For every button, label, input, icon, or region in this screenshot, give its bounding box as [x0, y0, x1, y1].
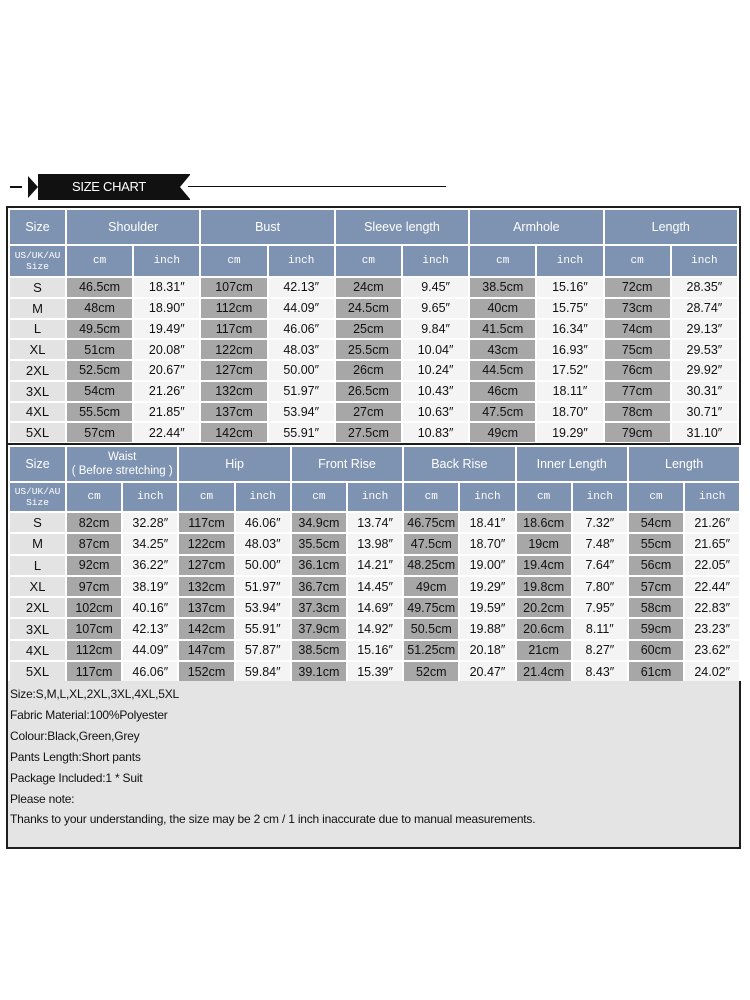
value-cell: 10.83″	[402, 422, 469, 443]
size-cell: 2XL	[9, 597, 66, 618]
column-header: Inner Length	[516, 446, 628, 482]
column-header: Front Rise	[291, 446, 403, 482]
value-cell: 32.28″	[122, 512, 178, 533]
value-cell: 18.6cm	[516, 512, 572, 533]
value-cell: 22.44″	[684, 576, 740, 597]
value-cell: 15.16″	[536, 277, 603, 298]
value-cell: 53.94″	[268, 402, 335, 423]
value-cell: 19.8cm	[516, 576, 572, 597]
value-cell: 117cm	[66, 661, 122, 682]
info-sizes: Size:S,M,L,XL,2XL,3XL,4XL,5XL	[10, 687, 179, 701]
value-cell: 137cm	[178, 597, 234, 618]
table-row	[9, 576, 740, 597]
value-cell: 59cm	[628, 618, 684, 639]
value-cell: 38.5cm	[469, 277, 536, 298]
value-cell: 54cm	[628, 512, 684, 533]
value-cell: 30.31″	[671, 381, 738, 402]
size-cell: 5XL	[9, 422, 66, 443]
value-cell: 74cm	[604, 319, 671, 340]
value-cell: 8.43″	[572, 661, 628, 682]
value-cell: 14.45″	[347, 576, 403, 597]
value-cell: 54cm	[66, 381, 133, 402]
value-cell: 57cm	[628, 576, 684, 597]
value-cell: 47.5cm	[403, 533, 459, 554]
value-cell: 27cm	[335, 402, 402, 423]
info-package: Package Included:1 * Suit	[10, 770, 143, 785]
size-region-label: US/UK/AU	[14, 250, 61, 261]
value-cell: 82cm	[66, 512, 122, 533]
header-row	[9, 209, 738, 245]
value-cell: 26.5cm	[335, 381, 402, 402]
value-cell: 53.94″	[235, 597, 291, 618]
value-cell: 117cm	[178, 512, 234, 533]
value-cell: 78cm	[604, 402, 671, 423]
value-cell: 21.26″	[684, 512, 740, 533]
unit-header: cm	[469, 245, 536, 277]
value-cell: 34.9cm	[291, 512, 347, 533]
column-header: Armhole	[469, 209, 603, 245]
value-cell: 48cm	[66, 298, 133, 319]
title-notch-right	[180, 175, 190, 199]
table-row	[9, 661, 740, 682]
unit-header: inch	[536, 245, 603, 277]
table-row	[9, 277, 738, 298]
value-cell: 19.49″	[133, 319, 200, 340]
value-cell: 9.65″	[402, 298, 469, 319]
unit-header: cm	[628, 482, 684, 512]
value-cell: 46cm	[469, 381, 536, 402]
value-cell: 36.1cm	[291, 555, 347, 576]
size-cell: 2XL	[9, 360, 66, 381]
title-dash	[10, 186, 22, 188]
value-cell: 21cm	[516, 640, 572, 661]
value-cell: 107cm	[66, 618, 122, 639]
waist-label: Waist	[108, 451, 137, 463]
value-cell: 46.06″	[268, 319, 335, 340]
value-cell: 152cm	[178, 661, 234, 682]
unit-header: cm	[335, 245, 402, 277]
value-cell: 10.24″	[402, 360, 469, 381]
pants-size-table	[8, 445, 741, 683]
value-cell: 15.16″	[347, 640, 403, 661]
column-header: Length	[604, 209, 738, 245]
value-cell: 102cm	[66, 597, 122, 618]
value-cell: 59.84″	[235, 661, 291, 682]
value-cell: 7.95″	[572, 597, 628, 618]
value-cell: 49.5cm	[66, 319, 133, 340]
value-cell: 13.74″	[347, 512, 403, 533]
value-cell: 21.4cm	[516, 661, 572, 682]
info-fabric: Fabric Material:100%Polyester	[10, 707, 168, 722]
size-subheader	[9, 245, 66, 277]
unit-header: inch	[235, 482, 291, 512]
size-label: Size	[26, 261, 49, 272]
value-cell: 25.5cm	[335, 339, 402, 360]
value-cell: 7.32″	[572, 512, 628, 533]
unit-header: inch	[347, 482, 403, 512]
value-cell: 19.88″	[459, 618, 515, 639]
value-cell: 16.93″	[536, 339, 603, 360]
value-cell: 21.26″	[133, 381, 200, 402]
value-cell: 77cm	[604, 381, 671, 402]
value-cell: 9.45″	[402, 277, 469, 298]
value-cell: 40.16″	[122, 597, 178, 618]
table-row	[9, 298, 738, 319]
value-cell: 8.11″	[572, 618, 628, 639]
value-cell: 18.41″	[459, 512, 515, 533]
value-cell: 24.02″	[684, 661, 740, 682]
size-chart-title-bar	[8, 170, 458, 204]
info-colour: Colour:Black,Green,Grey	[10, 728, 140, 743]
value-cell: 23.62″	[684, 640, 740, 661]
value-cell: 147cm	[178, 640, 234, 661]
value-cell: 29.53″	[671, 339, 738, 360]
value-cell: 44.5cm	[469, 360, 536, 381]
unit-header: cm	[66, 482, 122, 512]
unit-header: cm	[291, 482, 347, 512]
size-cell: S	[9, 512, 66, 533]
size-cell: 3XL	[9, 618, 66, 639]
value-cell: 18.70″	[536, 402, 603, 423]
value-cell: 37.9cm	[291, 618, 347, 639]
value-cell: 50.00″	[235, 555, 291, 576]
unit-header: cm	[403, 482, 459, 512]
size-cell: L	[9, 555, 66, 576]
value-cell: 57.87″	[235, 640, 291, 661]
value-cell: 58cm	[628, 597, 684, 618]
table-row	[9, 319, 738, 340]
value-cell: 21.85″	[133, 402, 200, 423]
value-cell: 46.06″	[235, 512, 291, 533]
info-note-heading: Please note:	[10, 791, 75, 806]
waist-note: ( Before stretching )	[71, 465, 173, 477]
value-cell: 117cm	[200, 319, 267, 340]
value-cell: 24.5cm	[335, 298, 402, 319]
value-cell: 34.25″	[122, 533, 178, 554]
value-cell: 28.74″	[671, 298, 738, 319]
value-cell: 76cm	[604, 360, 671, 381]
value-cell: 52cm	[403, 661, 459, 682]
value-cell: 15.39″	[347, 661, 403, 682]
value-cell: 142cm	[200, 422, 267, 443]
value-cell: 44.09″	[268, 298, 335, 319]
table-row	[9, 597, 740, 618]
table-row	[9, 360, 738, 381]
size-cell: XL	[9, 576, 66, 597]
column-header: Bust	[200, 209, 334, 245]
size-cell: L	[9, 319, 66, 340]
value-cell: 18.31″	[133, 277, 200, 298]
unit-row	[9, 245, 738, 277]
title-arrow-left	[28, 176, 38, 198]
table-row	[9, 402, 738, 423]
value-cell: 10.63″	[402, 402, 469, 423]
value-cell: 48.25cm	[403, 555, 459, 576]
value-cell: 55.91″	[235, 618, 291, 639]
product-info-panel	[6, 681, 741, 849]
value-cell: 49.75cm	[403, 597, 459, 618]
value-cell: 112cm	[66, 640, 122, 661]
unit-header: inch	[122, 482, 178, 512]
value-cell: 46.5cm	[66, 277, 133, 298]
value-cell: 22.05″	[684, 555, 740, 576]
value-cell: 40cm	[469, 298, 536, 319]
value-cell: 137cm	[200, 402, 267, 423]
value-cell: 75cm	[604, 339, 671, 360]
value-cell: 49cm	[403, 576, 459, 597]
value-cell: 23.23″	[684, 618, 740, 639]
value-cell: 30.71″	[671, 402, 738, 423]
size-cell: 4XL	[9, 640, 66, 661]
info-note-text: Thanks to your understanding, the size may be 2 cm / 1 inch inaccurate due to manual measurements.	[10, 812, 536, 827]
unit-header: inch	[402, 245, 469, 277]
value-cell: 87cm	[66, 533, 122, 554]
value-cell: 46.75cm	[403, 512, 459, 533]
top-size-table	[8, 208, 739, 444]
value-cell: 38.19″	[122, 576, 178, 597]
table-row	[9, 512, 740, 533]
value-cell: 19.29″	[459, 576, 515, 597]
value-cell: 20.2cm	[516, 597, 572, 618]
value-cell: 43cm	[469, 339, 536, 360]
value-cell: 20.6cm	[516, 618, 572, 639]
size-cell: M	[9, 533, 66, 554]
value-cell: 51cm	[66, 339, 133, 360]
value-cell: 9.84″	[402, 319, 469, 340]
value-cell: 35.5cm	[291, 533, 347, 554]
table-row	[9, 533, 740, 554]
size-header: Size	[9, 209, 66, 245]
size-region-label: US/UK/AU	[14, 486, 61, 497]
unit-header: inch	[459, 482, 515, 512]
value-cell: 48.03″	[235, 533, 291, 554]
value-cell: 122cm	[200, 339, 267, 360]
value-cell: 18.11″	[536, 381, 603, 402]
header-row	[9, 446, 740, 482]
value-cell: 20.47″	[459, 661, 515, 682]
table-row	[9, 422, 738, 443]
column-header	[66, 446, 178, 482]
value-cell: 31.10″	[671, 422, 738, 443]
value-cell: 42.13″	[268, 277, 335, 298]
value-cell: 13.98″	[347, 533, 403, 554]
value-cell: 10.43″	[402, 381, 469, 402]
value-cell: 97cm	[66, 576, 122, 597]
value-cell: 19.29″	[536, 422, 603, 443]
unit-header: inch	[671, 245, 738, 277]
value-cell: 60cm	[628, 640, 684, 661]
value-cell: 132cm	[200, 381, 267, 402]
value-cell: 56cm	[628, 555, 684, 576]
value-cell: 19.4cm	[516, 555, 572, 576]
value-cell: 24cm	[335, 277, 402, 298]
value-cell: 49cm	[469, 422, 536, 443]
table-row	[9, 618, 740, 639]
value-cell: 39.1cm	[291, 661, 347, 682]
value-cell: 92cm	[66, 555, 122, 576]
table-row	[9, 555, 740, 576]
size-cell: M	[9, 298, 66, 319]
value-cell: 47.5cm	[469, 402, 536, 423]
value-cell: 51.97″	[268, 381, 335, 402]
value-cell: 18.90″	[133, 298, 200, 319]
unit-header: cm	[516, 482, 572, 512]
value-cell: 25cm	[335, 319, 402, 340]
value-cell: 132cm	[178, 576, 234, 597]
table-row	[9, 339, 738, 360]
value-cell: 22.44″	[133, 422, 200, 443]
size-cell: S	[9, 277, 66, 298]
unit-header: cm	[200, 245, 267, 277]
table-row	[9, 640, 740, 661]
value-cell: 7.80″	[572, 576, 628, 597]
value-cell: 36.22″	[122, 555, 178, 576]
value-cell: 55.5cm	[66, 402, 133, 423]
value-cell: 44.09″	[122, 640, 178, 661]
value-cell: 107cm	[200, 277, 267, 298]
value-cell: 21.65″	[684, 533, 740, 554]
value-cell: 50.5cm	[403, 618, 459, 639]
value-cell: 16.34″	[536, 319, 603, 340]
table-row	[9, 381, 738, 402]
value-cell: 112cm	[200, 298, 267, 319]
title-divider-line	[188, 186, 446, 187]
pants-size-table-panel	[6, 443, 741, 683]
value-cell: 127cm	[200, 360, 267, 381]
value-cell: 14.92″	[347, 618, 403, 639]
value-cell: 37.3cm	[291, 597, 347, 618]
value-cell: 61cm	[628, 661, 684, 682]
value-cell: 22.83″	[684, 597, 740, 618]
value-cell: 38.5cm	[291, 640, 347, 661]
size-label: Size	[26, 497, 49, 508]
unit-header: cm	[66, 245, 133, 277]
value-cell: 122cm	[178, 533, 234, 554]
unit-header: inch	[268, 245, 335, 277]
size-subheader	[9, 482, 66, 512]
value-cell: 19.00″	[459, 555, 515, 576]
value-cell: 20.67″	[133, 360, 200, 381]
top-size-table-panel	[6, 206, 741, 444]
value-cell: 15.75″	[536, 298, 603, 319]
value-cell: 20.08″	[133, 339, 200, 360]
value-cell: 29.13″	[671, 319, 738, 340]
value-cell: 7.64″	[572, 555, 628, 576]
value-cell: 73cm	[604, 298, 671, 319]
value-cell: 26cm	[335, 360, 402, 381]
value-cell: 14.69″	[347, 597, 403, 618]
value-cell: 29.92″	[671, 360, 738, 381]
column-header: Shoulder	[66, 209, 200, 245]
value-cell: 48.03″	[268, 339, 335, 360]
unit-header: inch	[572, 482, 628, 512]
value-cell: 79cm	[604, 422, 671, 443]
value-cell: 20.18″	[459, 640, 515, 661]
value-cell: 55.91″	[268, 422, 335, 443]
value-cell: 10.04″	[402, 339, 469, 360]
value-cell: 51.25cm	[403, 640, 459, 661]
value-cell: 42.13″	[122, 618, 178, 639]
value-cell: 28.35″	[671, 277, 738, 298]
value-cell: 50.00″	[268, 360, 335, 381]
unit-header: inch	[684, 482, 740, 512]
value-cell: 7.48″	[572, 533, 628, 554]
value-cell: 18.70″	[459, 533, 515, 554]
unit-header: cm	[604, 245, 671, 277]
column-header: Sleeve length	[335, 209, 469, 245]
value-cell: 19cm	[516, 533, 572, 554]
value-cell: 17.52″	[536, 360, 603, 381]
info-pants-length: Pants Length:Short pants	[10, 749, 141, 764]
value-cell: 27.5cm	[335, 422, 402, 443]
value-cell: 72cm	[604, 277, 671, 298]
column-header: Hip	[178, 446, 290, 482]
size-header: Size	[9, 446, 66, 482]
unit-header: cm	[178, 482, 234, 512]
value-cell: 127cm	[178, 555, 234, 576]
value-cell: 51.97″	[235, 576, 291, 597]
value-cell: 142cm	[178, 618, 234, 639]
column-header: Length	[628, 446, 740, 482]
size-cell: 3XL	[9, 381, 66, 402]
value-cell: 55cm	[628, 533, 684, 554]
value-cell: 14.21″	[347, 555, 403, 576]
page-title: SIZE CHART	[38, 174, 180, 200]
unit-header: inch	[133, 245, 200, 277]
value-cell: 36.7cm	[291, 576, 347, 597]
value-cell: 19.59″	[459, 597, 515, 618]
unit-row	[9, 482, 740, 512]
value-cell: 8.27″	[572, 640, 628, 661]
value-cell: 46.06″	[122, 661, 178, 682]
size-cell: XL	[9, 339, 66, 360]
size-cell: 5XL	[9, 661, 66, 682]
size-cell: 4XL	[9, 402, 66, 423]
value-cell: 52.5cm	[66, 360, 133, 381]
column-header: Back Rise	[403, 446, 515, 482]
value-cell: 41.5cm	[469, 319, 536, 340]
value-cell: 57cm	[66, 422, 133, 443]
